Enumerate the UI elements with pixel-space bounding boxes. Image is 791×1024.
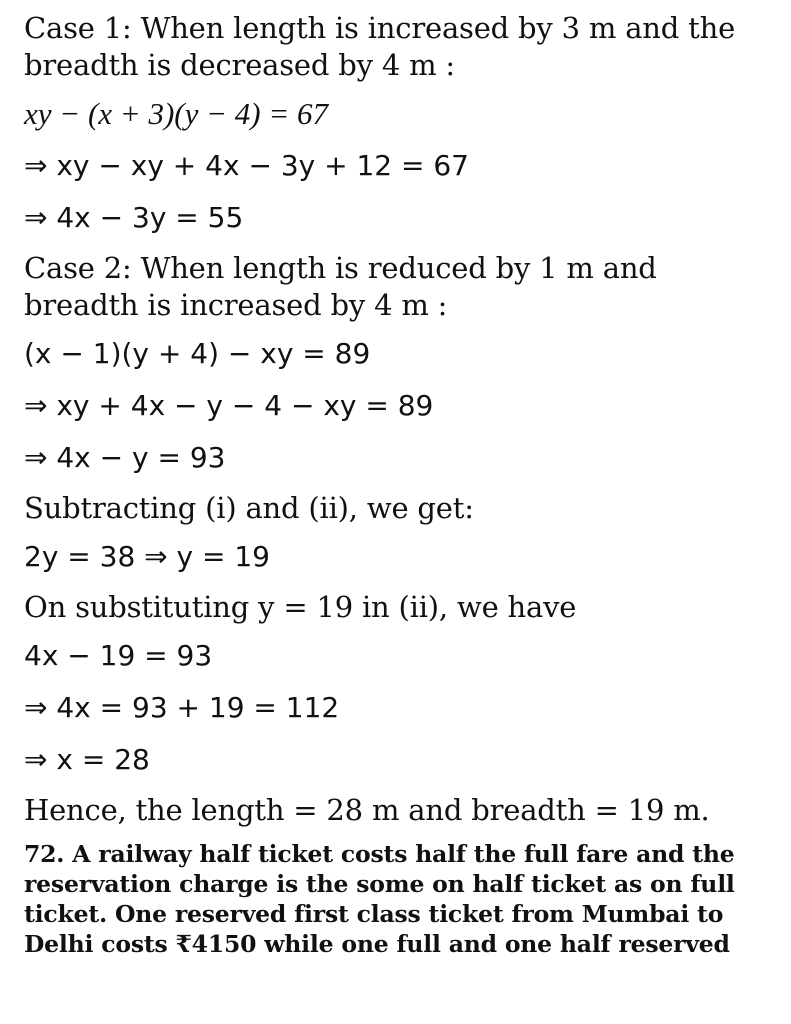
case1-equation-3: ⇒ 4x − 3y = 55 — [24, 201, 244, 234]
substitution-equation-1: 4x − 19 = 93 — [24, 639, 213, 672]
subtracting-text: Subtracting (i) and (ii), we get: — [24, 491, 474, 525]
substitution-equation-3: ⇒ x = 28 — [24, 743, 150, 776]
case1-equation-2: ⇒ xy − xy + 4x − 3y + 12 = 67 — [24, 149, 469, 182]
case2-equation-2: ⇒ xy + 4x − y − 4 − xy = 89 — [24, 389, 434, 422]
solution-document — [24, 10, 769, 959]
question-72: 72. A railway half ticket costs half the full fare and the reservation charge is the some on half ticket as on full ticket. One reserved first class ticket from Mumbai to Delhi costs ₹4150 while one full and one half reserved — [24, 840, 735, 958]
substitution-equation-2: ⇒ 4x = 93 + 19 = 112 — [24, 691, 340, 724]
conclusion-text: Hence, the length = 28 m and breadth = 19 m. — [24, 793, 710, 827]
case2-equation-3: ⇒ 4x − y = 93 — [24, 441, 226, 474]
case2-heading: Case 2: When length is reduced by 1 m and breadth is increased by 4 m : — [24, 251, 657, 322]
subtracting-equation: 2y = 38 ⇒ y = 19 — [24, 540, 270, 573]
case2-equation-1: (x − 1)(y + 4) − xy = 89 — [24, 337, 371, 370]
substituting-text: On substituting y = 19 in (ii), we have — [24, 590, 577, 624]
case1-equation-1: xy − (x + 3)(y − 4) = 67 — [24, 96, 329, 131]
case1-heading: Case 1: When length is increased by 3 m and the breadth is decreased by 4 m : — [24, 11, 736, 82]
